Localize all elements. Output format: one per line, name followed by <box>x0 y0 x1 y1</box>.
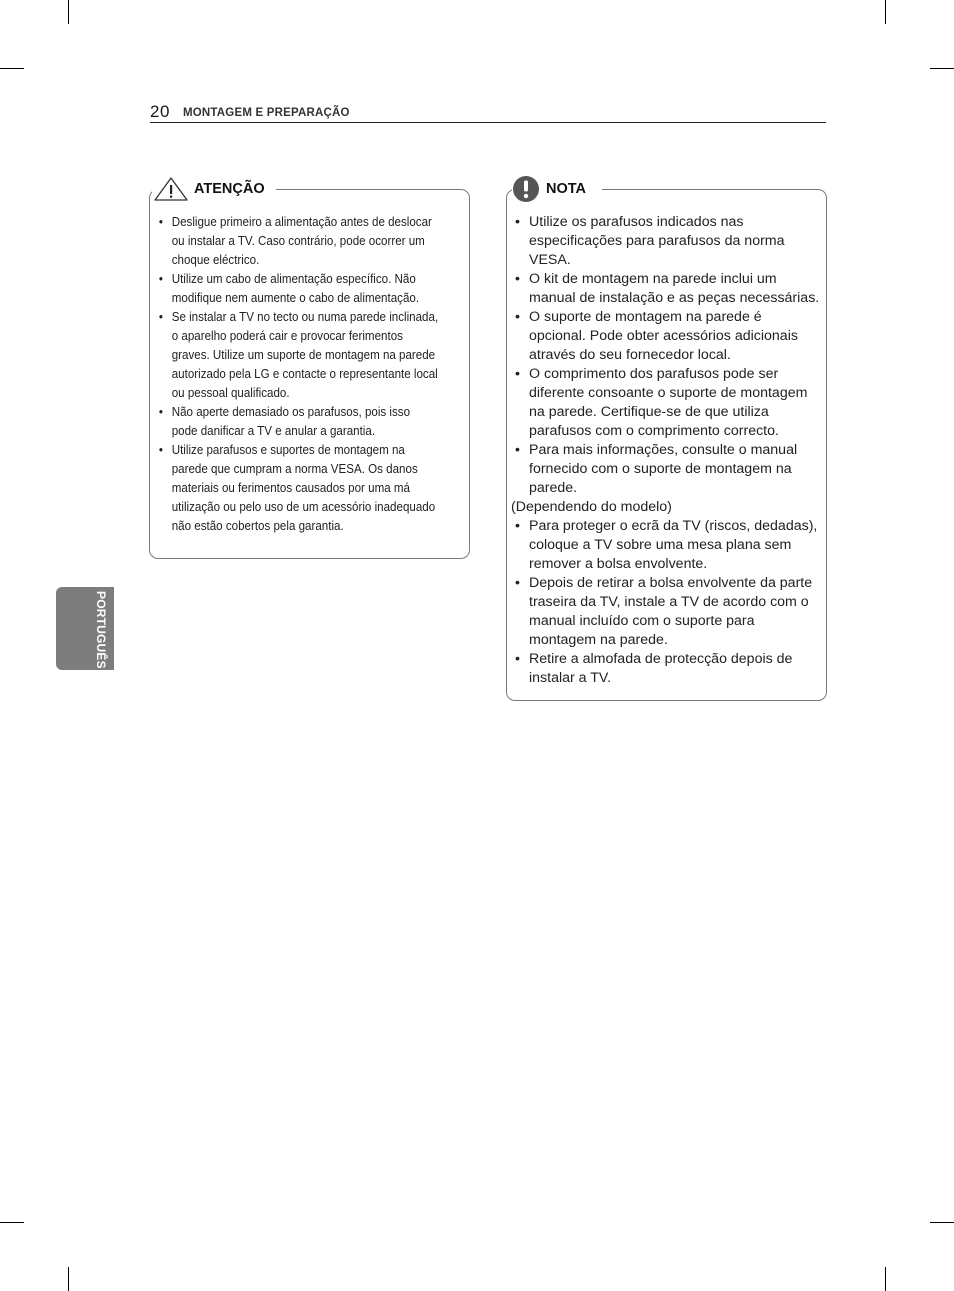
exclamation-circle-icon <box>512 175 540 203</box>
list-item: • Para proteger o ecrã da TV (riscos, dedadas), coloque a TV sobre uma mesa plana sem remover a bolsa envolvente. <box>512 517 820 574</box>
caution-title: ATENÇÃO <box>194 181 265 197</box>
list-item: • O suporte de montagem na parede é opcional. Pode obter acessórios adicionais através do seu fornecedor local. <box>512 308 820 365</box>
list-item: • Depois de retirar a bolsa envolvente da parte traseira da TV, instale a TV de acordo com o manual incluído com o suporte para montagem na parede. <box>512 574 820 650</box>
crop-mark <box>930 1222 954 1223</box>
section-title: MONTAGEM E PREPARAÇÃO <box>183 107 350 119</box>
list-item: • Não aperte demasiado os parafusos, pois isso pode danificar a TV e anular a garantia. <box>157 403 439 441</box>
note-list <box>512 213 820 498</box>
caution-list <box>157 213 439 536</box>
page-number: 20 <box>150 102 170 121</box>
model-note-list <box>512 517 820 688</box>
warning-triangle-icon <box>152 176 190 202</box>
crop-mark <box>885 0 886 24</box>
crop-mark <box>930 68 954 69</box>
crop-mark <box>68 1267 69 1291</box>
crop-mark <box>0 1222 24 1223</box>
list-item: • O kit de montagem na parede inclui um manual de instalação e as peças necessárias. <box>512 270 820 308</box>
note-title: NOTA <box>546 181 587 197</box>
crop-mark <box>68 0 69 24</box>
list-item: • Utilize parafusos e suportes de montagem na parede que cumpram a norma VESA. Os danos materiais ou ferimentos causados por uma má utilização ou pelo uso de um acessório inadequado não estão cobertos pela garantia. <box>157 441 439 536</box>
caution-heading <box>152 176 276 202</box>
model-subheading: (Dependendo do modelo) <box>511 499 672 515</box>
list-item: • Utilize os parafusos indicados nas especificações para parafusos da norma VESA. <box>512 213 820 270</box>
list-item: • Utilize um cabo de alimentação específico. Não modifique nem aumente o cabo de alimentação. <box>157 270 439 308</box>
crop-mark <box>885 1267 886 1291</box>
list-item: • O comprimento dos parafusos pode ser diferente consoante o suporte de montagem na parede. Certifique-se de que utiliza parafusos com o comprimento correcto. <box>512 365 820 441</box>
list-item: • Retire a almofada de protecção depois de instalar a TV. <box>512 650 820 688</box>
crop-mark <box>0 68 24 69</box>
list-item: • Se instalar a TV no tecto ou numa parede inclinada, o aparelho poderá cair e provocar ferimentos graves. Utilize um suporte de montagem na parede autorizado pela LG e contacte o representante local ou pessoal qualificado. <box>157 308 439 403</box>
language-tab-label: PORTUGUÊS <box>94 591 108 669</box>
list-item: • Para mais informações, consulte o manual fornecido com o suporte de montagem na parede. <box>512 441 820 498</box>
list-item: • Desligue primeiro a alimentação antes de deslocar ou instalar a TV. Caso contrário, pode ocorrer um choque eléctrico. <box>157 213 439 270</box>
page-header <box>150 102 826 123</box>
note-heading <box>512 174 602 204</box>
